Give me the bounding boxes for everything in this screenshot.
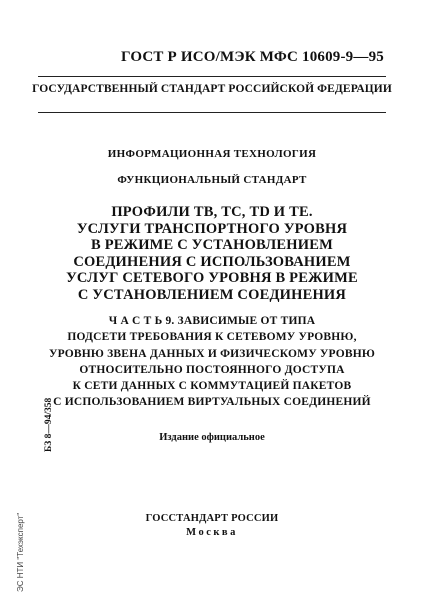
publisher-city: Москва bbox=[186, 527, 238, 538]
title-line: С УСТАНОВЛЕНИЕМ СОЕДИНЕНИЯ bbox=[77, 286, 347, 303]
subtitle-line: ПОДСЕТИ ТРЕБОВАНИЯ К СЕТЕВОМУ УРОВНЮ, bbox=[67, 331, 357, 344]
standard-number: ГОСТ Р ИСО/МЭК МФС 10609-9—95 bbox=[120, 49, 384, 65]
subtitle-line: Ч А С Т Ь 9. ЗАВИСИМЫЕ ОТ ТИПА bbox=[108, 315, 316, 327]
document-title bbox=[0, 204, 424, 303]
subtitle-line: ОТНОСИТЕЛЬНО ПОСТОЯННОГО ДОСТУПА bbox=[79, 363, 345, 376]
publisher-name: ГОССТАНДАРТ РОССИИ bbox=[145, 513, 279, 524]
subtitle-line: К СЕТИ ДАННЫХ С КОММУТАЦИЕЙ ПАКЕТОВ bbox=[72, 380, 352, 393]
standard-organization: ГОСУДАРСТВЕННЫЙ СТАНДАРТ РОССИЙСКОЙ ФЕДЕРАЦИИ bbox=[32, 83, 392, 95]
title-line: УСЛУГ СЕТЕВОГО УРОВНЯ В РЕЖИМЕ bbox=[66, 270, 358, 286]
part-subtitle bbox=[0, 313, 424, 411]
title-line: В РЕЖИМЕ С УСТАНОВЛЕНИЕМ bbox=[91, 237, 333, 253]
source-watermark: ЭС НТИ "Техэксперт" bbox=[16, 512, 25, 592]
edition-label: Издание официальное bbox=[159, 432, 265, 443]
catalog-code: БЗ 8—94/358 bbox=[44, 397, 54, 452]
top-divider bbox=[38, 76, 386, 77]
topic-heading: ИНФОРМАЦИОННАЯ ТЕХНОЛОГИЯ bbox=[107, 148, 317, 160]
title-line: УСЛУГИ ТРАНСПОРТНОГО УРОВНЯ bbox=[76, 220, 348, 237]
bottom-divider bbox=[38, 112, 386, 113]
subtitle-line: УРОВНЮ ЗВЕНА ДАННЫХ И ФИЗИЧЕСКОМУ УРОВНЮ bbox=[48, 347, 376, 360]
title-line: СОЕДИНЕНИЯ С ИСПОЛЬЗОВАНИЕМ bbox=[73, 253, 351, 270]
subtitle-line: С ИСПОЛЬЗОВАНИЕМ ВИРТУАЛЬНЫХ СОЕДИНЕНИЙ bbox=[53, 396, 371, 409]
standard-kind: ФУНКЦИОНАЛЬНЫЙ СТАНДАРТ bbox=[117, 174, 307, 186]
title-line: ПРОФИЛИ ТВ, ТС, TD И ТЕ. bbox=[111, 204, 313, 220]
